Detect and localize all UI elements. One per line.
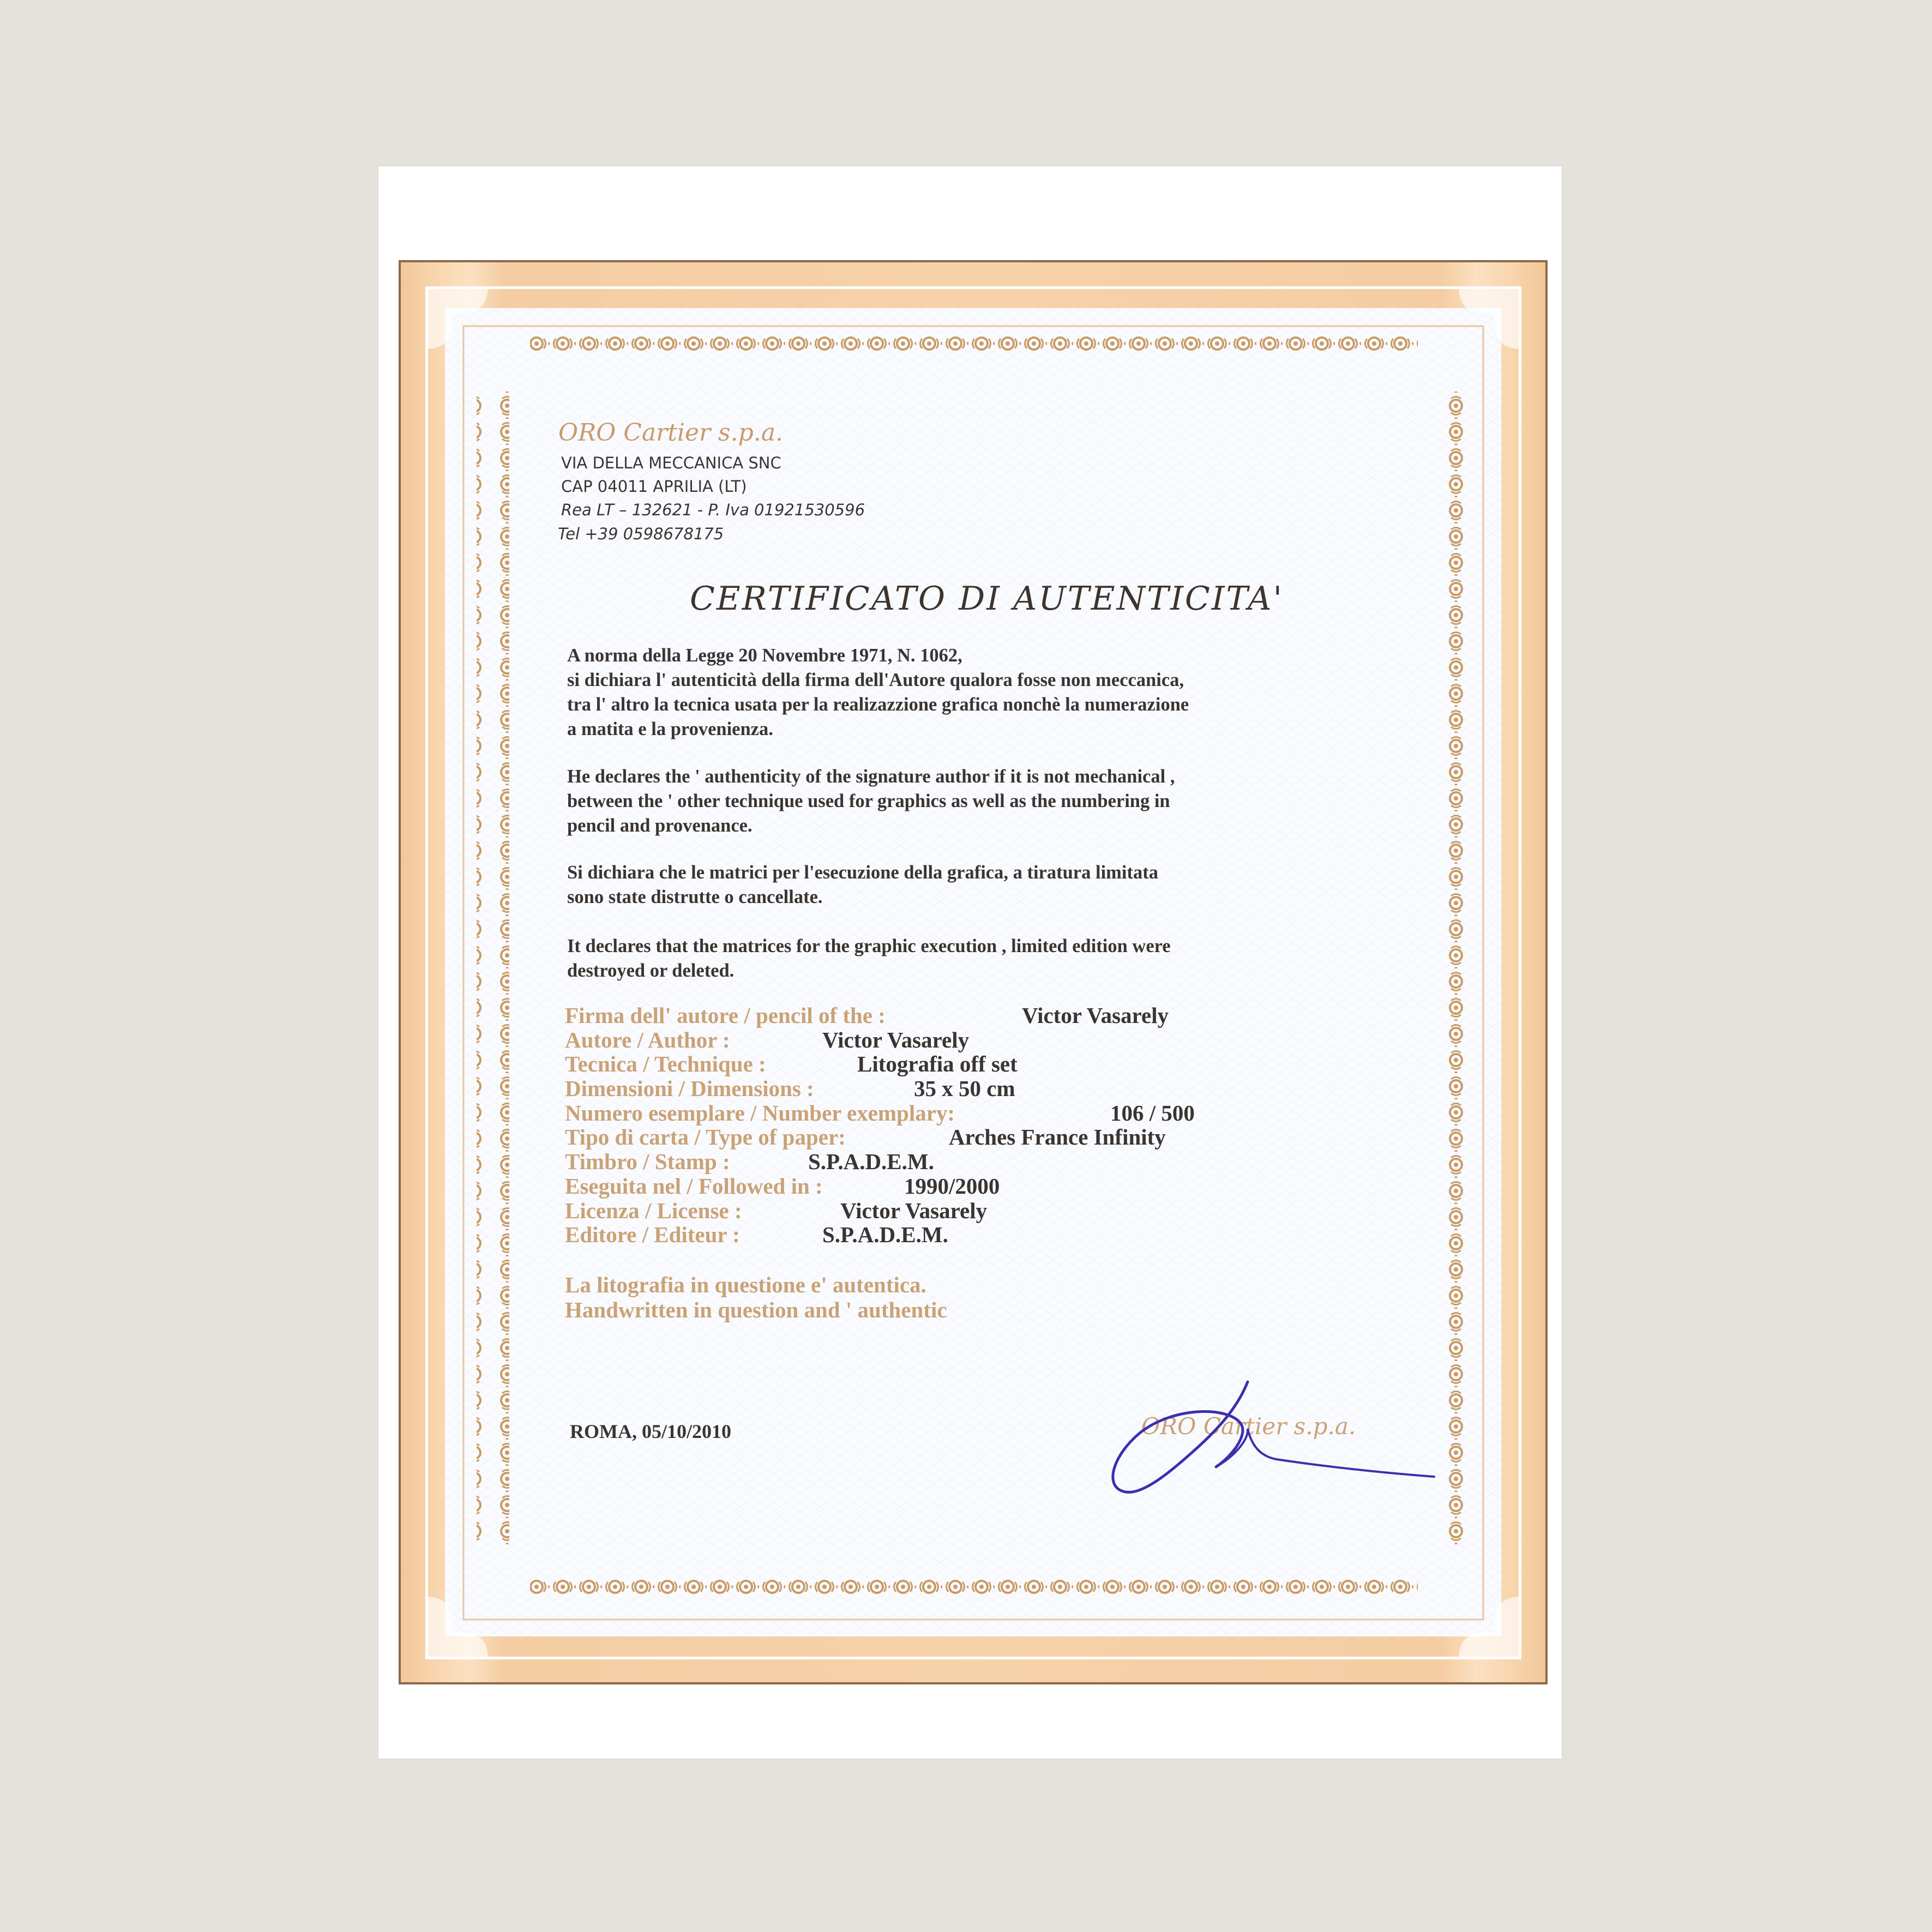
spec-label: Editore / Editeur :: [565, 1222, 740, 1248]
address-line-1: VIA DELLA MECCANICA SNC: [561, 454, 781, 472]
spec-value: Litografia off set: [857, 1051, 1018, 1077]
spec-label: Tecnica / Technique :: [565, 1051, 766, 1077]
paragraph-italian-matrices: [567, 860, 1158, 910]
spec-row-author: [565, 1028, 1328, 1052]
paragraph-line: pencil and provenance.: [567, 815, 753, 836]
spec-label: Dimensioni / Dimensions :: [565, 1076, 814, 1102]
spec-value: Victor Vasarely: [1022, 1003, 1169, 1028]
spec-row-stamp: [565, 1149, 1328, 1174]
spec-label: Numero esemplare / Number exemplary:: [565, 1100, 955, 1126]
paragraph-line: sono state distrutte o cancellate.: [567, 887, 823, 907]
paragraph-line: It declares that the matrices for the graphic execution , limited edition were: [567, 936, 1171, 956]
spec-value: 1990/2000: [904, 1173, 1000, 1199]
paragraph-english-law: [567, 765, 1175, 838]
registry-info: Rea LT – 132621 - P. Iva 01921530596: [561, 501, 865, 519]
phone-number: Tel +39 0598678175: [558, 525, 724, 543]
handwritten-signature: [1102, 1374, 1450, 1505]
spec-value: 106 / 500: [1110, 1100, 1195, 1126]
spec-value: Victor Vasarely: [822, 1027, 970, 1052]
spec-row-followed-in: [565, 1174, 1328, 1199]
spec-row-technique: [565, 1052, 1328, 1076]
spec-label: Eseguita nel / Followed in :: [565, 1173, 823, 1199]
paragraph-line: si dichiara l' autenticità della firma dell'Autore qualora fosse non meccanica,: [567, 670, 1184, 690]
artwork-specifications: [565, 1003, 1328, 1247]
spec-row-signature: [565, 1003, 1328, 1028]
spec-row-editor: [565, 1223, 1328, 1247]
spec-label: Firma dell' autore / pencil of the :: [565, 1003, 886, 1028]
address-line-2: CAP 04011 APRILIA (LT): [561, 477, 747, 496]
paragraph-line: Si dichiara che le matrici per l'esecuzione della grafica, a tiratura limitata: [567, 862, 1158, 883]
authenticity-statement: [565, 1272, 947, 1322]
paragraph-english-matrices: [567, 934, 1171, 983]
signature-company-stamp: ORO Cartier s.p.a.: [1141, 1413, 1356, 1440]
paragraph-line: destroyed or deleted.: [567, 960, 735, 981]
spec-value: S.P.A.D.E.M.: [808, 1149, 934, 1175]
paragraph-line: tra l' altro la tecnica usata per la realizazzione grafica nonchè la numerazione: [567, 694, 1189, 715]
spec-label: Timbro / Stamp :: [565, 1149, 730, 1175]
spec-row-license: [565, 1199, 1328, 1223]
spec-label: Tipo di carta / Type of paper:: [565, 1124, 846, 1150]
paragraph-line: A norma della Legge 20 Novembre 1971, N. 1062,: [567, 645, 962, 666]
spec-value: 35 x 50 cm: [914, 1076, 1015, 1102]
spec-label: Licenza / License :: [565, 1197, 742, 1223]
spec-row-paper: [565, 1125, 1328, 1149]
company-name: ORO Cartier s.p.a.: [558, 419, 783, 447]
place-and-date: ROMA, 05/10/2010: [570, 1421, 731, 1442]
paragraph-line: between the ' other technique used for graphics as well as the numbering in: [567, 791, 1170, 811]
spec-label: Autore / Author :: [565, 1027, 730, 1052]
closing-english: Handwritten in question and ' authentic: [565, 1297, 947, 1322]
paragraph-italian-law: [567, 643, 1189, 742]
spec-value: S.P.A.D.E.M.: [822, 1222, 948, 1248]
closing-italian: La litografia in questione e' autentica.: [565, 1272, 926, 1297]
certificate-title: CERTIFICATO DI AUTENTICITA': [690, 580, 1284, 618]
paragraph-line: He declares the ' authenticity of the signature author if it is not mechanical ,: [567, 766, 1175, 787]
spec-row-number: [565, 1101, 1328, 1126]
paragraph-line: a matita e la provenienza.: [567, 719, 773, 739]
spec-row-dimensions: [565, 1076, 1328, 1101]
spec-value: Victor Vasarely: [840, 1197, 988, 1223]
spec-value: Arches France Infinity: [949, 1124, 1166, 1150]
